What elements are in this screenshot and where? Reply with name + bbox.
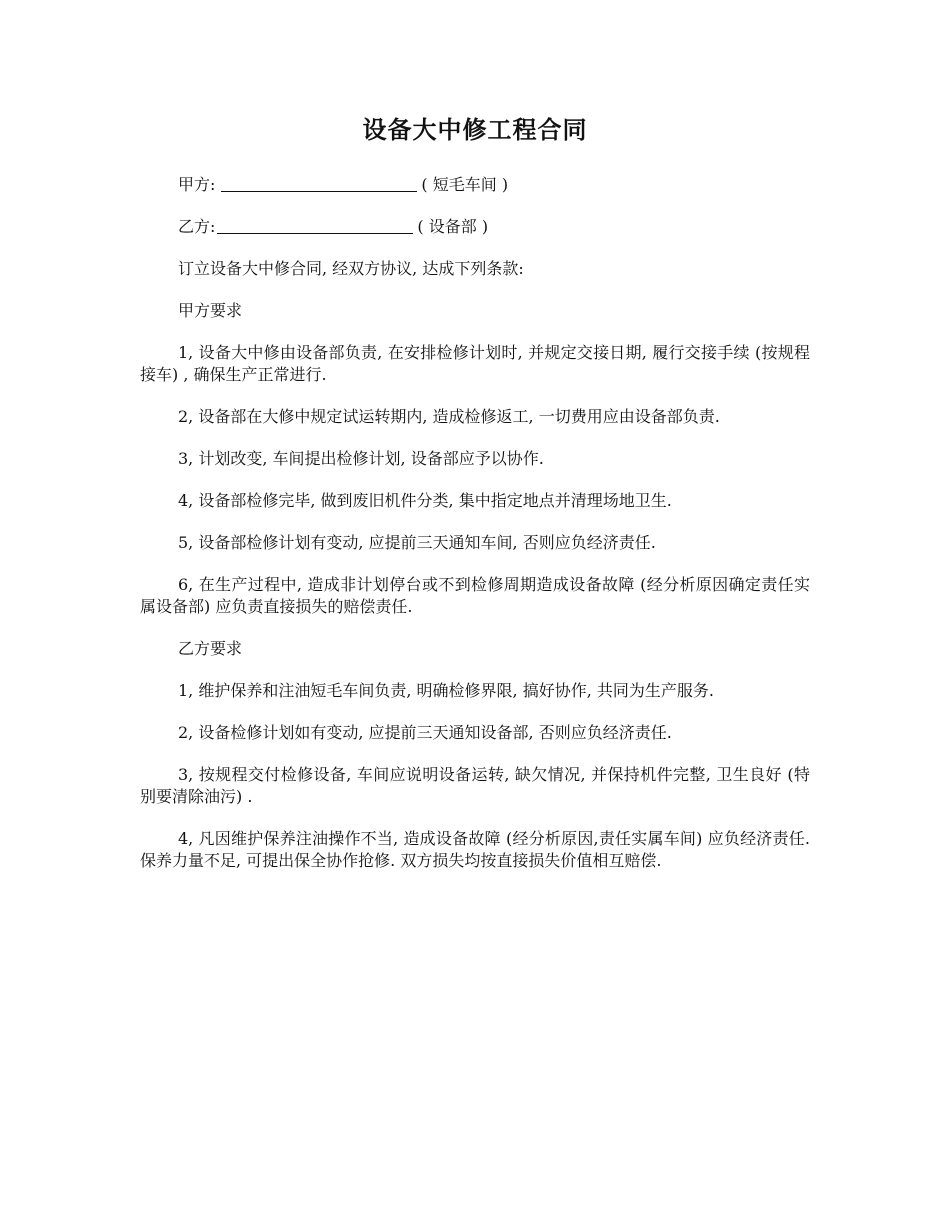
section-a-item-2: 2, 设备部在大修中规定试运转期内, 造成检修返工, 一切费用应由设备部负责. xyxy=(178,407,720,426)
section-b-item-3: 3, 按规程交付检修设备, 车间应说明设备运转, 缺欠情况, 并保持机件完整, 卫生良好 (特别要清除油污) . xyxy=(140,765,810,806)
party-b-note: ( 设备部 ) xyxy=(417,217,489,236)
party-b-line xyxy=(140,216,810,238)
intro-paragraph: 订立设备大中修合同, 经双方协议, 达成下列条款: xyxy=(178,259,524,278)
section-a-heading: 甲方要求 xyxy=(178,301,243,320)
section-a-item-5: 5, 设备部检修计划有变动, 应提前三天通知车间, 否则应负经济责任. xyxy=(178,533,656,552)
party-a-signature-blank xyxy=(221,175,417,192)
party-b-signature-blank xyxy=(217,217,413,234)
page-title: 设备大中修工程合同 xyxy=(362,116,588,144)
section-a-item-4: 4, 设备部检修完毕, 做到废旧机件分类, 集中指定地点并清理场地卫生. xyxy=(178,491,672,510)
section-b-item-4: 4, 凡因维护保养注油操作不当, 造成设备故障 (经分析原因,责任实属车间) 应负经济责任.保养力量不足, 可提出保全协作抢修. 双方损失均按直接损失价值相互赔偿. xyxy=(140,829,810,870)
party-b-label: 乙方: xyxy=(178,217,216,236)
section-b-item-1: 1, 维护保养和注油短毛车间负责, 明确检修界限, 搞好协作, 共同为生产服务. xyxy=(178,681,714,700)
section-b-item-2: 2, 设备检修计划如有变动, 应提前三天通知设备部, 否则应负经济责任. xyxy=(178,723,672,742)
document-body xyxy=(140,174,810,892)
section-b-heading: 乙方要求 xyxy=(178,639,243,658)
party-a-line xyxy=(140,174,810,196)
section-a-item-6: 6, 在生产过程中, 造成非计划停台或不到检修周期造成设备故障 (经分析原因确定责任实属设备部) 应负责直接损失的赔偿责任. xyxy=(140,575,810,616)
party-a-label: 甲方: xyxy=(178,175,216,194)
party-a-note: ( 短毛车间 ) xyxy=(421,175,509,194)
section-a-item-3: 3, 计划改变, 车间提出检修计划, 设备部应予以协作. xyxy=(178,449,544,468)
section-a-item-1: 1, 设备大中修由设备部负责, 在安排检修计划时, 并规定交接日期, 履行交接手续 (按规程接车) , 确保生产正常进行. xyxy=(140,343,810,384)
